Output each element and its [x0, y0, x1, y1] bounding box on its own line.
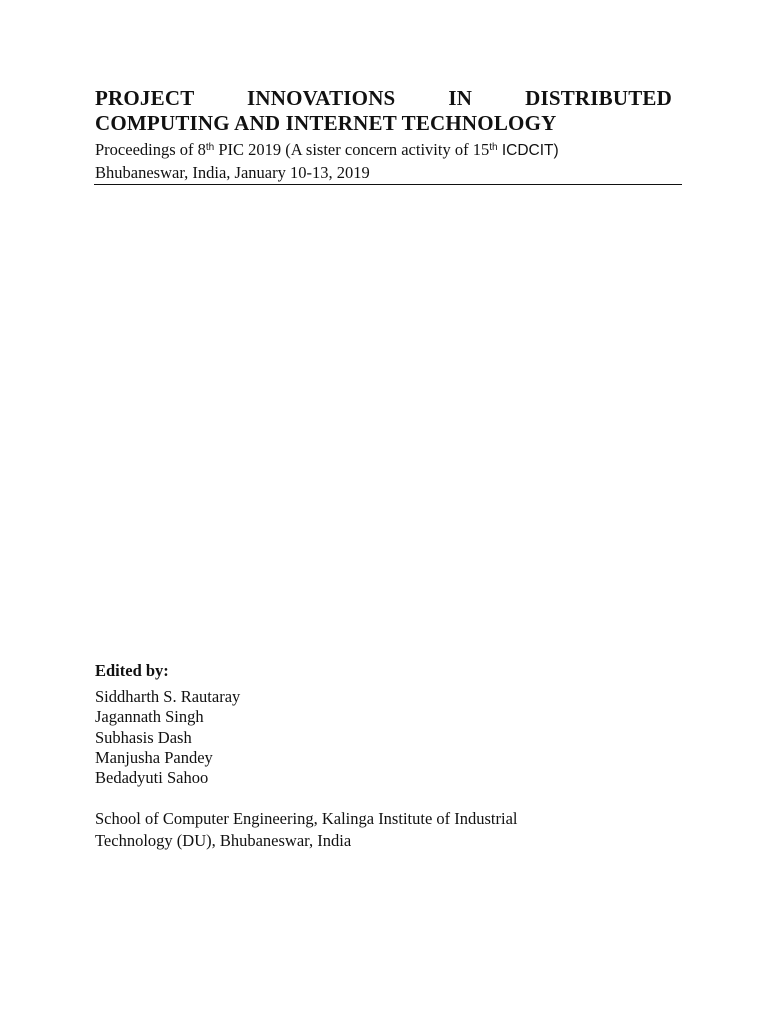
- editors-section: [95, 660, 240, 788]
- proceedings-middle: PIC 2019 (A sister concern activity of 15: [214, 140, 490, 159]
- title-line-1: PROJECT INNOVATIONS IN DISTRIBUTED: [95, 86, 672, 110]
- title-line-2: COMPUTING AND INTERNET TECHNOLOGY: [95, 111, 557, 135]
- proceedings-suffix: ICDCIT): [497, 142, 559, 159]
- proceedings-subtitle: [95, 139, 559, 184]
- ordinal-suffix: th: [205, 142, 215, 153]
- venue-date-line: Bhubaneswar, India, January 10-13, 2019: [95, 163, 370, 182]
- document-title: [95, 86, 672, 136]
- editor-name: Subhasis Dash: [95, 727, 192, 747]
- editor-name: Bedadyuti Sahoo: [95, 768, 209, 788]
- affiliation-line-1: School of Computer Engineering, Kalinga Institute of Industrial: [95, 809, 518, 828]
- title-divider: [94, 184, 682, 185]
- affiliation: [95, 808, 655, 852]
- proceedings-line: [95, 139, 559, 162]
- editor-name: Jagannath Singh: [95, 707, 204, 727]
- editor-name: Siddharth S. Rautaray: [95, 687, 241, 706]
- affiliation-line-2: Technology (DU), Bhubaneswar, India: [95, 831, 352, 850]
- editor-name: Manjusha Pandey: [95, 747, 213, 767]
- editors-list: [95, 687, 240, 788]
- proceedings-prefix: Proceedings of 8: [95, 140, 206, 159]
- editors-heading: Edited by:: [95, 661, 169, 680]
- ordinal-suffix: th: [489, 142, 498, 153]
